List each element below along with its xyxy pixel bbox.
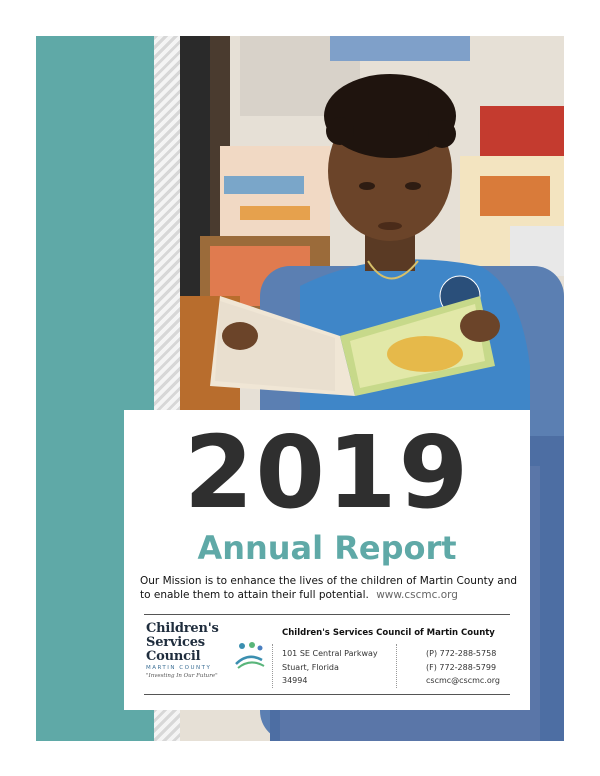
csc-logo (146, 622, 266, 690)
mission-statement (140, 574, 520, 602)
website-link[interactable]: www.cscmc.org (376, 589, 458, 601)
logo-county: MARTIN COUNTY (146, 665, 212, 671)
logo-tagline: "Investing In Our Future" (146, 673, 218, 679)
report-year: 2019 (183, 414, 471, 531)
address-street: 101 SE Central Parkway (282, 649, 378, 658)
mission-text: Our Mission is to enhance the lives of the children of Martin County and to enable them to attain their full potential. (140, 575, 518, 601)
organization-contacts (426, 647, 500, 688)
logo-line-2: Services (146, 635, 205, 650)
email-address[interactable]: cscmc@cscmc.org (426, 676, 500, 685)
cover-title-card (124, 410, 530, 710)
phone-number: (P) 772-288-5758 (426, 649, 497, 658)
organization-name: Children's Services Council of Martin County (282, 628, 495, 638)
logo-line-1: Children's (146, 621, 219, 636)
report-title: Annual Report (197, 529, 457, 567)
logo-family-icon (232, 640, 266, 670)
fax-number: (F) 772-288-5799 (426, 662, 497, 672)
logo-line-3: Council (146, 649, 201, 664)
divider-line-bottom (144, 694, 510, 695)
contact-divider-2 (396, 644, 397, 688)
contact-divider-1 (272, 644, 273, 688)
address-city: Stuart, Florida (282, 662, 339, 672)
divider-line-top (144, 614, 510, 615)
organization-address (282, 647, 378, 688)
address-zip: 34994 (282, 676, 308, 685)
